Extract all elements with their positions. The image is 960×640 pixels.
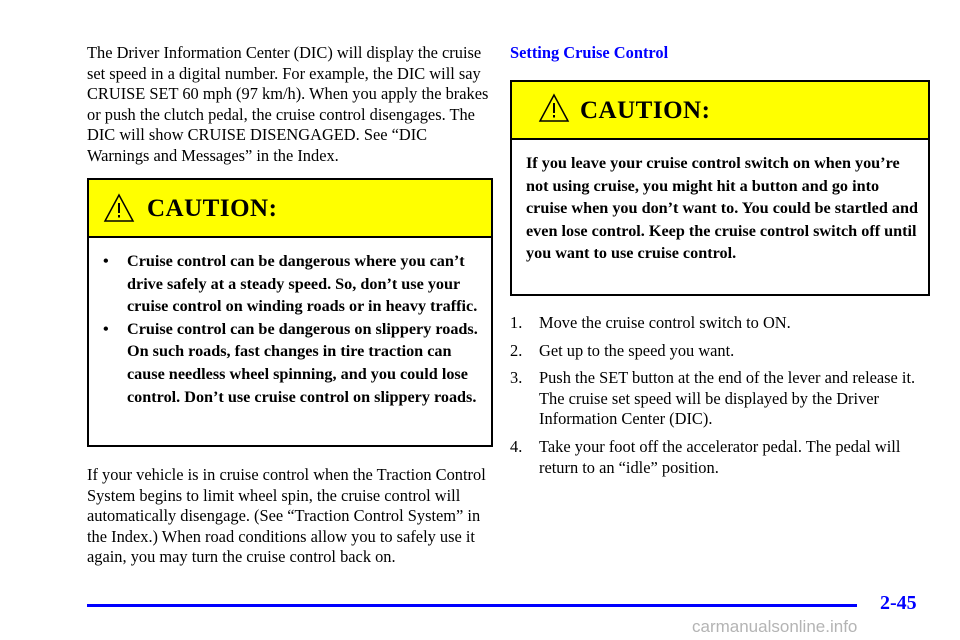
caution-header xyxy=(512,82,928,140)
caution-header xyxy=(89,180,491,238)
list-item xyxy=(510,341,930,362)
list-item xyxy=(510,313,930,334)
watermark: carmanualsonline.info xyxy=(692,617,858,636)
bullet-text: Cruise control can be dangerous on slippery roads. On such roads, fast changes in tire traction can cause needless wheel spinning, and you could lose control. Don’t use cruise control on slippery roads. xyxy=(127,319,478,406)
page-number: 2-45 xyxy=(880,592,917,614)
bullet-marker: • xyxy=(103,319,109,338)
traction-paragraph: If your vehicle is in cruise control when the Traction Control System begins to limit wheel spin, the cruise control will automatically disengage. (See “Traction Control System” in the Index.) When road conditions allow you to safely use it again, you may turn the cruise control back on. xyxy=(87,465,486,567)
caution-title: CAUTION: xyxy=(580,97,711,124)
list-item xyxy=(510,368,930,430)
step-text: Take your foot off the accelerator pedal. The pedal will return to an “idle” position. xyxy=(539,436,901,477)
intro-paragraph: The Driver Information Center (DIC) will display the cruise set speed in a digital number. For example, the DIC will say CRUISE SET 60 mph (97 km/h). When you apply the brakes or push the clutch pedal, the cruise control disengages. The DIC will show CRUISE DISENGAGED. See “DIC Warnings and Messages” in the Index. xyxy=(87,43,489,165)
caution-box-left xyxy=(87,178,493,447)
caution-title: CAUTION: xyxy=(147,195,278,222)
section-title: Setting Cruise Control xyxy=(510,43,669,62)
step-number: 3. xyxy=(510,368,523,388)
step-text: Move the cruise control switch to ON. xyxy=(539,313,791,332)
step-number: 4. xyxy=(510,436,523,456)
list-item xyxy=(101,318,481,408)
step-text: Push the SET button at the end of the lever and release it. The cruise set speed will be displayed by the Driver Information Center (DIC). xyxy=(539,368,916,429)
steps-list xyxy=(510,313,930,485)
step-number: 2. xyxy=(510,340,523,360)
step-text: Get up to the speed you want. xyxy=(539,340,735,360)
caution-box-right xyxy=(510,80,930,296)
warning-triangle-icon xyxy=(538,93,570,123)
caution-bullet-list xyxy=(101,250,481,408)
bullet-marker: • xyxy=(103,252,109,270)
warning-triangle-icon xyxy=(103,193,135,223)
caution-body: If you leave your cruise control switch on when you’re not using cruise, you might hit a button and go into cruise when you don’t want to. You could be startled and even lose control. Keep the cruise control switch off until you want to use cruise control. xyxy=(526,154,918,263)
bullet-text: Cruise control can be dangerous where you can’t drive safely at a steady speed. So, don’t use your cruise control on winding roads or in heavy traffic. xyxy=(127,252,478,316)
footer-rule xyxy=(87,604,857,607)
list-item xyxy=(510,437,930,478)
list-item xyxy=(101,250,481,318)
step-number: 1. xyxy=(510,313,523,332)
